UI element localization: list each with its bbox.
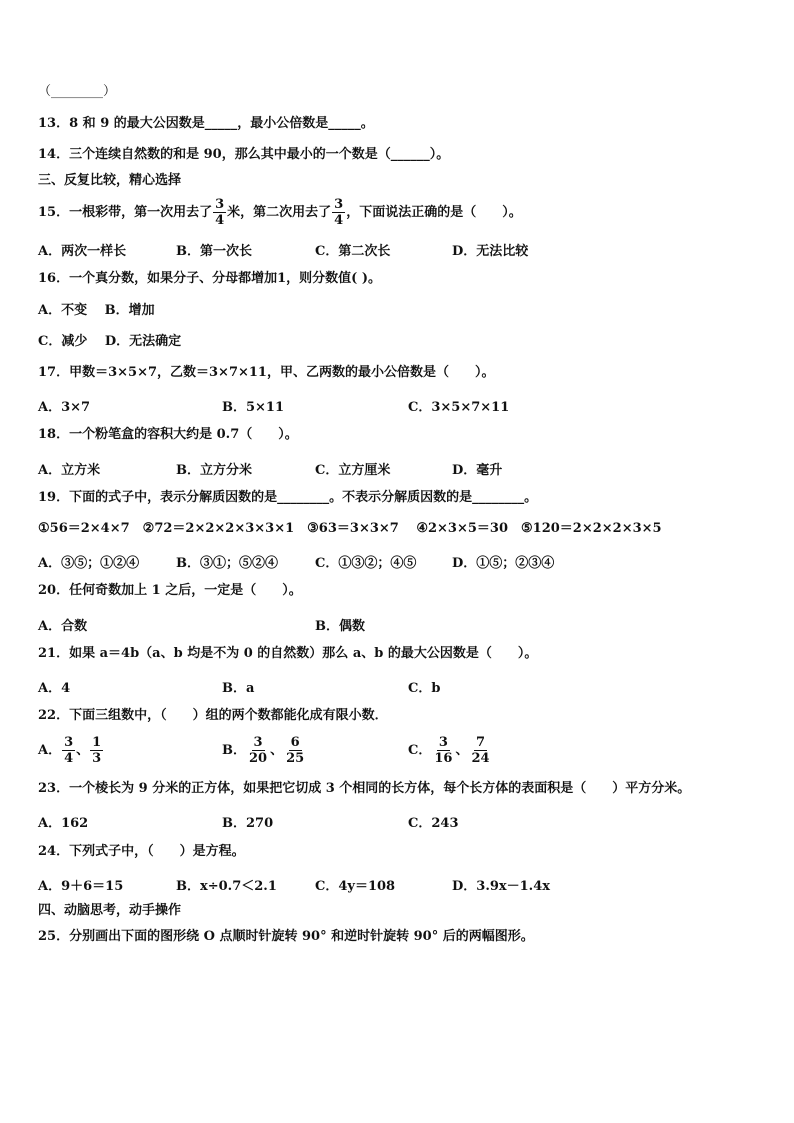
q15-text-a: 15．一根彩带，第一次用去了 <box>38 205 213 220</box>
q23-option-c: C．243 <box>408 816 459 831</box>
q24-option-c: C．4y＝108 <box>315 879 396 894</box>
section-3-heading: 三、反复比较，精心选择 <box>38 173 182 188</box>
q22-option-a: A． $\frac{3}{4}$ 、 $\frac{1}{3}$ <box>38 735 102 766</box>
q18-option-c: C．立方厘米 <box>315 463 391 478</box>
q15-text-b: 米，第二次用去了 <box>227 205 332 220</box>
question-22: 22．下面三组数中，（ ）组的两个数都能化成有限小数． <box>38 708 388 723</box>
section-4-heading: 四、动脑思考，动手操作 <box>38 903 182 918</box>
q18-option-b: B．立方分米 <box>176 463 252 478</box>
q24-option-b: B．x÷0.7＜2.1 <box>176 879 277 894</box>
q18-option-a: A．立方米 <box>38 463 101 478</box>
question-25: 25．分别画出下面的图形绕 O 点顺时针旋转 90° 和逆时针旋转 90° 后的两幅图形。 <box>38 929 534 944</box>
question-20: 20．任何奇数加上 1 之后，一定是（ ）。 <box>38 583 302 598</box>
q20-option-a: A．合数 <box>38 619 88 634</box>
q21-option-b: B．a <box>222 681 255 696</box>
question-19: 19．下面的式子中，表示分解质因数的是________。不表示分解质因数的是________。 <box>38 490 538 505</box>
question-15 <box>38 197 522 229</box>
q24-option-d: D．3.9x－1.4x <box>452 879 551 894</box>
q22-b-fraction-1: $\frac{3}{20}$ <box>249 735 268 766</box>
q15-fraction-2: $\frac{3}{4}$ <box>334 197 344 228</box>
q23-option-a: A．162 <box>38 816 89 831</box>
q15-text-c: ，下面说法正确的是（ ）。 <box>346 205 522 220</box>
q15-fraction-1: $\frac{3}{4}$ <box>215 197 225 228</box>
q18-option-d: D．毫升 <box>452 463 503 478</box>
question-24: 24．下列式子中，（ ）是方程。 <box>38 844 245 859</box>
q21-option-c: C．b <box>408 681 441 696</box>
question-16: 16．一个真分数，如果分子、分母都增加1，则分数值( )。 <box>38 271 381 286</box>
q22-c-fraction-2: $\frac{7}{24}$ <box>471 735 490 766</box>
q24-option-a: A．9＋6＝15 <box>38 879 124 894</box>
q22-c-fraction-1: $\frac{3}{16}$ <box>434 735 453 766</box>
question-17: 17．甲数＝3×5×7，乙数＝3×7×11，甲、乙两数的最小公倍数是（ ）。 <box>38 365 495 380</box>
q22-b-fraction-2: $\frac{6}{25}$ <box>286 735 305 766</box>
q22-option-c: C． $\frac{3}{16}$ 、 $\frac{7}{24}$ <box>408 735 490 766</box>
question-21: 21．如果 a＝4b（a、b 均是不为 0 的自然数）那么 a、b 的最大公因数是（ ）。 <box>38 646 538 661</box>
q15-option-b: B．第一次长 <box>176 244 252 259</box>
q22-a-fraction-2: $\frac{1}{3}$ <box>92 735 102 766</box>
question-18: 18．一个粉笔盒的容积大约是 0.7（ ）。 <box>38 427 298 442</box>
q19-option-c: C．①③②；④⑤ <box>315 556 417 571</box>
q15-option-d: D．无法比较 <box>452 244 529 259</box>
q17-option-a: A．3×7 <box>38 400 91 415</box>
q22-option-b: B． $\frac{3}{20}$ 、 $\frac{6}{25}$ <box>222 735 305 766</box>
q15-option-c: C．第二次长 <box>315 244 391 259</box>
answer-blank-line: （________） <box>38 84 117 99</box>
q17-option-b: B．5×11 <box>222 400 285 415</box>
question-13: 13．8 和 9 的最大公因数是_____，最小公倍数是_____。 <box>38 116 374 131</box>
q19-option-d: D．①⑤；②③④ <box>452 556 555 571</box>
q21-option-a: A．4 <box>38 681 71 696</box>
q17-option-c: C．3×5×7×11 <box>408 400 510 415</box>
q19-option-b: B．③①；⑤②④ <box>176 556 278 571</box>
q15-option-a: A．两次一样长 <box>38 244 127 259</box>
q23-option-b: B．270 <box>222 816 274 831</box>
q22-a-fraction-1: $\frac{3}{4}$ <box>64 735 74 766</box>
q19-option-a: A．③⑤；①②④ <box>38 556 140 571</box>
question-23: 23．一个棱长为 9 分米的正方体，如果把它切成 3 个相同的长方体，每个长方体的表面积是（ ）平方分米。 <box>38 781 691 796</box>
q16-options-cd: C．减少 D．无法确定 <box>38 334 182 349</box>
q19-expressions: ①56＝2×4×7 ②72＝2×2×2×3×3×1 ③63＝3×3×7 ④2×3×5＝30 ⑤120＝2×2×2×3×5 <box>38 521 662 536</box>
question-14: 14．三个连续自然数的和是 90，那么其中最小的一个数是（______）。 <box>38 147 450 162</box>
q16-options-ab: A．不变 B．增加 <box>38 303 155 318</box>
q20-option-b: B．偶数 <box>315 619 365 634</box>
